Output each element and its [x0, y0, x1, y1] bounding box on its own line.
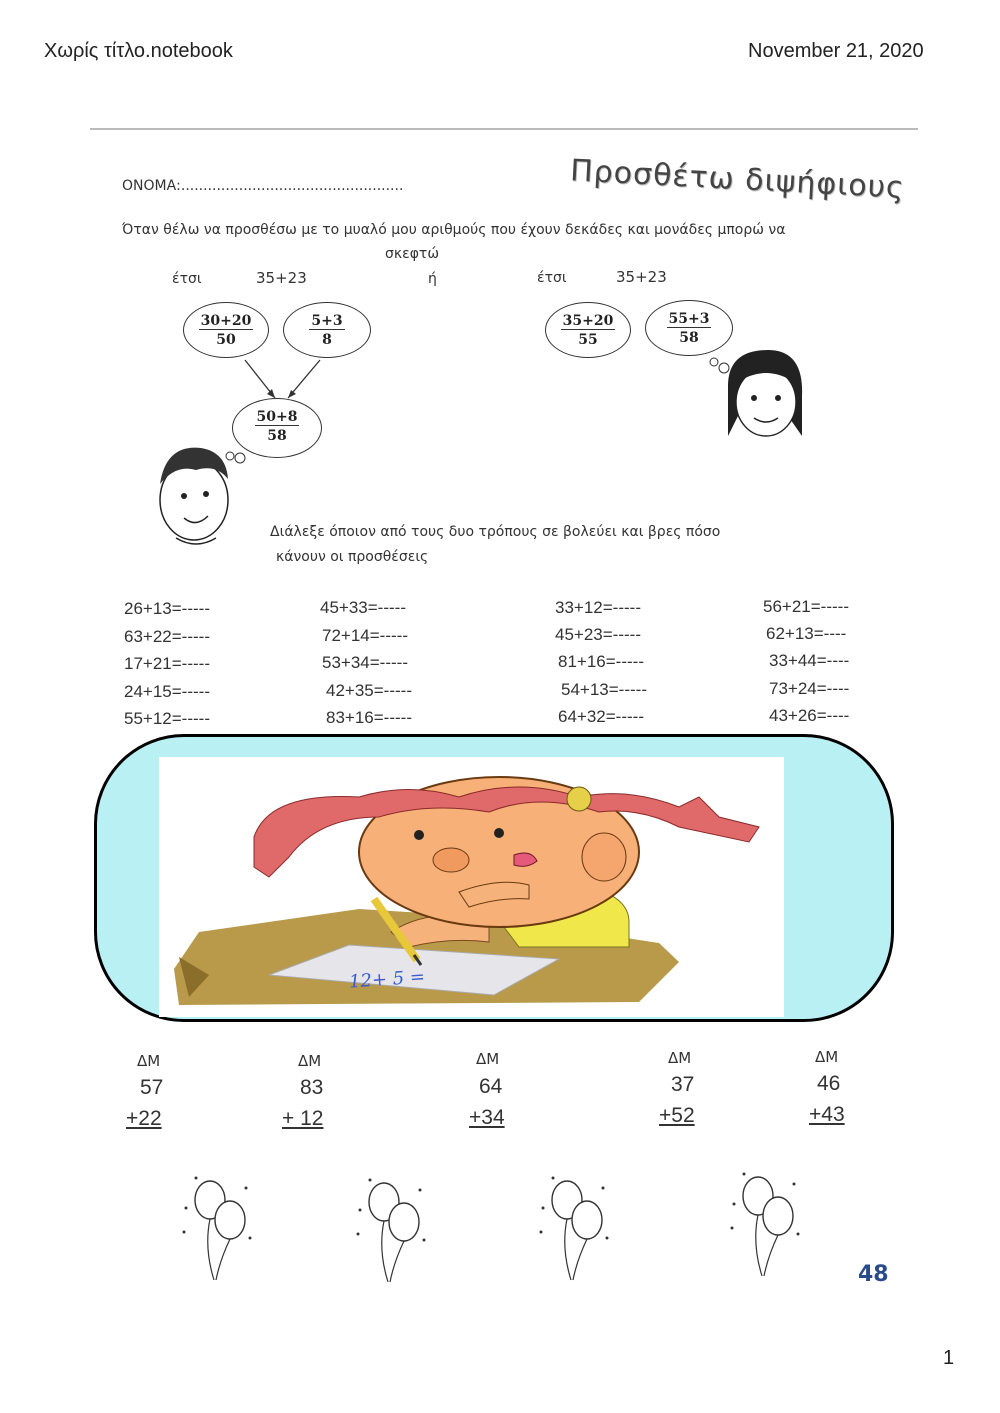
thought-bubble-second-step: 55+3 58	[645, 300, 733, 356]
column-first-number: 57	[140, 1076, 164, 1099]
instruction-line2: κάνουν οι προσθέσεις	[276, 549, 429, 565]
thought-bubble-result: 50+8 58	[232, 398, 322, 458]
thought-bubble-tens: 30+20 50	[183, 302, 269, 358]
right-method-label: έτσι	[537, 270, 567, 286]
boy-illustration	[146, 434, 256, 550]
exercise[interactable]: 55+12=-----	[124, 709, 210, 728]
exercise[interactable]: 33+44=----	[769, 651, 850, 670]
exercise[interactable]: 24+15=-----	[124, 682, 210, 701]
left-method-label: έτσι	[172, 271, 202, 287]
exercise[interactable]: 43+26=----	[769, 706, 850, 725]
exercise[interactable]: 63+22=-----	[124, 627, 210, 646]
exercise[interactable]: 45+23=-----	[555, 625, 641, 644]
name-label: ΟΝΟΜΑ:..................................................	[122, 178, 404, 194]
column-first-number: 83	[300, 1076, 324, 1099]
document-date: November 21, 2020	[748, 40, 924, 62]
balloons-icon	[350, 1170, 432, 1290]
exercise[interactable]: 33+12=-----	[555, 598, 641, 617]
column-header: ΔΜ	[815, 1048, 839, 1066]
exercise[interactable]: 54+13=-----	[561, 680, 647, 699]
exercise[interactable]: 45+33=-----	[320, 598, 406, 617]
column-second-number: + 12	[282, 1107, 324, 1130]
intro-text-line1: Όταν θέλω να προσθέσω με το μυαλό μου αριθμούς που έχουν δεκάδες και μονάδες μπορώ να	[122, 222, 786, 238]
exercise[interactable]: 56+21=-----	[763, 597, 849, 616]
document-filename: Χωρίς τίτλο.notebook	[44, 40, 233, 62]
thought-bubble-first-step: 35+20 55	[545, 302, 631, 358]
right-method-sum: 35+23	[616, 268, 667, 286]
column-second-number: +52	[659, 1104, 695, 1127]
column-header: ΔΜ	[137, 1052, 161, 1070]
column-second-number: +22	[126, 1107, 162, 1130]
column-header: ΔΜ	[298, 1052, 322, 1070]
exercise[interactable]: 62+13=----	[766, 624, 847, 643]
exercise[interactable]: 17+21=-----	[124, 654, 210, 673]
exercise[interactable]: 26+13=-----	[124, 599, 210, 618]
exercise[interactable]: 42+35=-----	[326, 681, 412, 700]
exercise[interactable]: 81+16=-----	[558, 652, 644, 671]
column-first-number: 37	[671, 1073, 695, 1096]
girl-writing-picture	[159, 757, 784, 1017]
exercise[interactable]: 53+34=-----	[322, 653, 408, 672]
or-word: ή	[428, 271, 437, 287]
column-second-number: +34	[469, 1106, 505, 1129]
paper-sum-text: 12+ 5 =	[348, 966, 426, 993]
balloons-icon	[724, 1164, 806, 1284]
exercise[interactable]: 64+32=-----	[558, 707, 644, 726]
column-first-number: 46	[817, 1072, 841, 1095]
exercise[interactable]: 73+24=----	[769, 679, 850, 698]
column-header: ΔΜ	[476, 1050, 500, 1068]
column-first-number: 64	[479, 1075, 503, 1098]
balloons-icon	[533, 1168, 615, 1288]
page-number: 1	[943, 1347, 955, 1369]
girl-illustration	[698, 346, 810, 446]
left-method-sum: 35+23	[256, 269, 307, 287]
balloons-icon	[176, 1168, 258, 1288]
column-second-number: +43	[809, 1103, 845, 1126]
intro-text-line2: σκεφτώ	[385, 246, 440, 262]
column-header: ΔΜ	[668, 1049, 692, 1067]
exercise[interactable]: 83+16=-----	[326, 708, 412, 727]
instruction-line1: Διάλεξε όποιον από τους δυο τρόπους σε βολεύει και βρες πόσο	[270, 524, 721, 540]
exercise[interactable]: 72+14=-----	[322, 626, 408, 645]
worksheet-page-number: 48	[858, 1262, 889, 1287]
worksheet-title: Προσθέτω διψήφιους	[569, 153, 906, 206]
thought-bubble-units: 5+3 8	[283, 302, 371, 358]
